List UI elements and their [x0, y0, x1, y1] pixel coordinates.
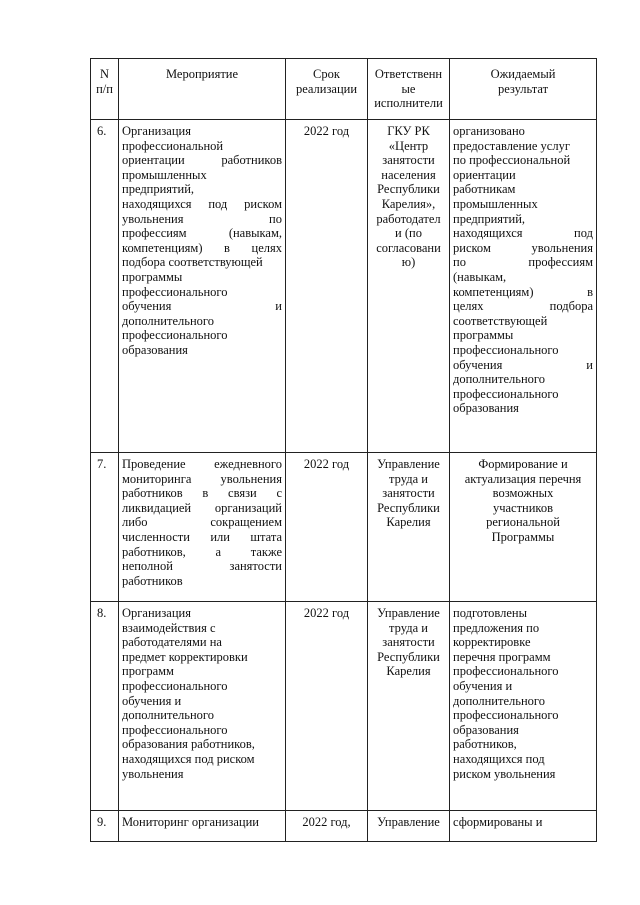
- text-line: предмет корректировки: [122, 649, 248, 664]
- text-line: взаимодействия с: [122, 620, 216, 635]
- text-line: либо сокращением: [122, 515, 282, 530]
- row-result: [450, 602, 597, 811]
- text-line: ГКУ РК: [387, 124, 430, 138]
- text-line: результат: [497, 81, 549, 96]
- text-line: предприятий,: [453, 211, 526, 226]
- text-line: ликвидацией организаций: [122, 500, 282, 515]
- text-line: и (по: [395, 226, 422, 241]
- text-line: дополнительного: [122, 708, 214, 723]
- text-line: реализации: [295, 81, 358, 96]
- row-result: [450, 811, 597, 842]
- text-line: дополнительного: [453, 372, 545, 387]
- row-result: [450, 453, 597, 602]
- text-line: ю): [401, 255, 416, 270]
- text-line: организовано: [453, 124, 525, 138]
- text-line: по профессиям: [453, 255, 593, 270]
- text-line: риском увольнения: [453, 240, 593, 255]
- text-line: Проведение ежедневного: [122, 457, 282, 471]
- header-activity: [119, 59, 286, 120]
- text-line: находящихся под: [453, 226, 593, 241]
- text-line: предоставление услуг: [453, 138, 570, 153]
- text-line: Республики: [377, 649, 440, 664]
- text-line: работникам: [453, 182, 516, 197]
- text-line: профессионального: [453, 342, 559, 357]
- text-line: увольнения: [122, 766, 184, 781]
- text-line: сформированы и: [453, 815, 543, 829]
- text-line: работников: [122, 573, 183, 588]
- text-line: дополнительного: [122, 313, 214, 328]
- text-line: программы: [453, 328, 514, 343]
- row-result: [450, 120, 597, 453]
- table-row: [91, 453, 597, 602]
- text-line: находящихся под риском: [122, 196, 282, 211]
- text-line: профессиональной: [122, 138, 224, 153]
- text-line: Управление: [377, 815, 440, 829]
- text-line: дополнительного: [453, 693, 545, 708]
- text-line: труда и: [389, 471, 428, 486]
- text-line: возможных: [492, 486, 554, 501]
- row-number: 9.: [91, 811, 119, 842]
- text-line: исполнители: [374, 96, 443, 111]
- text-line: согласовани: [376, 240, 441, 255]
- text-line: риском увольнения: [453, 766, 556, 781]
- text-line: (навыкам,: [453, 269, 507, 284]
- text-line: подготовлены: [453, 606, 527, 620]
- text-line: профессионального: [122, 678, 228, 693]
- text-line: по профессиональной: [453, 153, 571, 168]
- text-line: соответствующей: [453, 313, 548, 328]
- text-line: численности или штата: [122, 529, 282, 544]
- row-responsible: [368, 453, 450, 602]
- row-number: 6.: [91, 120, 119, 453]
- text-line: Республики: [377, 500, 440, 515]
- text-line: обучения и: [122, 693, 182, 708]
- text-line: актуализация перечня: [464, 471, 582, 486]
- text-line: программы: [122, 269, 183, 284]
- text-line: ориентации: [453, 167, 516, 182]
- text-line: обучения и: [453, 357, 593, 372]
- row-responsible: [368, 602, 450, 811]
- text-line: ориентации работников: [122, 153, 282, 168]
- text-line: корректировке: [453, 635, 531, 650]
- row-activity: [119, 811, 286, 842]
- measures-table: [90, 58, 597, 842]
- text-line: Управление: [377, 606, 440, 620]
- text-line: Организация: [122, 606, 191, 620]
- text-line: увольнения по: [122, 211, 282, 226]
- text-line: занятости: [382, 153, 435, 168]
- row-term: 2022 год: [286, 602, 368, 811]
- row-responsible: [368, 120, 450, 453]
- text-line: Ответственн: [374, 67, 443, 81]
- text-line: Мероприятие: [165, 67, 239, 81]
- text-line: работников,: [453, 737, 517, 752]
- text-line: профессионального: [453, 708, 559, 723]
- text-line: Организация: [122, 124, 191, 138]
- text-line: профессионального: [122, 328, 228, 343]
- text-line: Управление: [377, 457, 440, 471]
- row-term: 2022 год: [286, 453, 368, 602]
- text-line: занятости: [382, 486, 435, 501]
- text-line: населения: [381, 167, 436, 182]
- text-line: работодателями на: [122, 635, 222, 650]
- text-line: труда и: [389, 620, 428, 635]
- header-num: [91, 59, 119, 120]
- text-line: N: [99, 67, 110, 81]
- table-header-row: [91, 59, 597, 120]
- text-line: работодател: [376, 211, 441, 226]
- table-row: [91, 811, 597, 842]
- text-line: обучения и: [453, 678, 513, 693]
- text-line: региональной: [486, 515, 560, 530]
- text-line: образования: [453, 722, 519, 737]
- text-line: Мониторинг организации: [122, 815, 259, 829]
- header-term: [286, 59, 368, 120]
- text-line: профессиям (навыкам,: [122, 226, 282, 241]
- text-line: подбора соответствующей: [122, 255, 263, 270]
- text-line: Формирование и: [478, 457, 568, 471]
- text-line: п/п: [96, 81, 113, 96]
- text-line: профессионального: [453, 664, 559, 679]
- text-line: обучения и: [122, 299, 282, 314]
- row-number: 7.: [91, 453, 119, 602]
- text-line: Ожидаемый: [490, 67, 556, 81]
- text-line: промышленных: [453, 196, 538, 211]
- text-line: предприятий,: [122, 182, 195, 197]
- text-line: целях подбора: [453, 299, 593, 314]
- text-line: работников в связи с: [122, 486, 282, 501]
- text-line: Карелия»,: [381, 196, 436, 211]
- text-line: Республики: [377, 182, 440, 197]
- text-line: Программы: [491, 529, 555, 544]
- text-line: программ: [122, 664, 174, 679]
- table-row: [91, 120, 597, 453]
- row-activity: [119, 120, 286, 453]
- row-activity: [119, 602, 286, 811]
- text-line: образования: [453, 401, 519, 416]
- text-line: Срок: [313, 67, 340, 81]
- text-line: Карелия: [386, 515, 431, 530]
- text-line: ые: [401, 81, 416, 96]
- text-line: профессионального: [122, 722, 228, 737]
- row-term: 2022 год,: [286, 811, 368, 842]
- text-line: Карелия: [386, 664, 431, 679]
- text-line: «Центр: [388, 138, 429, 153]
- text-line: предложения по: [453, 620, 540, 635]
- text-line: профессионального: [453, 386, 559, 401]
- header-responsible: [368, 59, 450, 120]
- row-responsible: [368, 811, 450, 842]
- table-row: [91, 602, 597, 811]
- row-activity: [119, 453, 286, 602]
- text-line: участников: [492, 500, 554, 515]
- text-line: находящихся под: [453, 751, 545, 766]
- row-number: 8.: [91, 602, 119, 811]
- text-line: промышленных: [122, 167, 207, 182]
- header-result: [450, 59, 597, 120]
- text-line: компетенциям) в целях: [122, 240, 282, 255]
- text-line: находящихся под риском: [122, 751, 255, 766]
- text-line: компетенциям) в: [453, 284, 593, 299]
- text-line: профессионального: [122, 284, 228, 299]
- text-line: перечня программ: [453, 649, 551, 664]
- text-line: образования: [122, 342, 188, 357]
- text-line: работников, а также: [122, 544, 282, 559]
- text-line: занятости: [382, 635, 435, 650]
- row-term: 2022 год: [286, 120, 368, 453]
- text-line: неполной занятости: [122, 559, 282, 574]
- text-line: образования работников,: [122, 737, 255, 752]
- text-line: мониторинга увольнения: [122, 471, 282, 486]
